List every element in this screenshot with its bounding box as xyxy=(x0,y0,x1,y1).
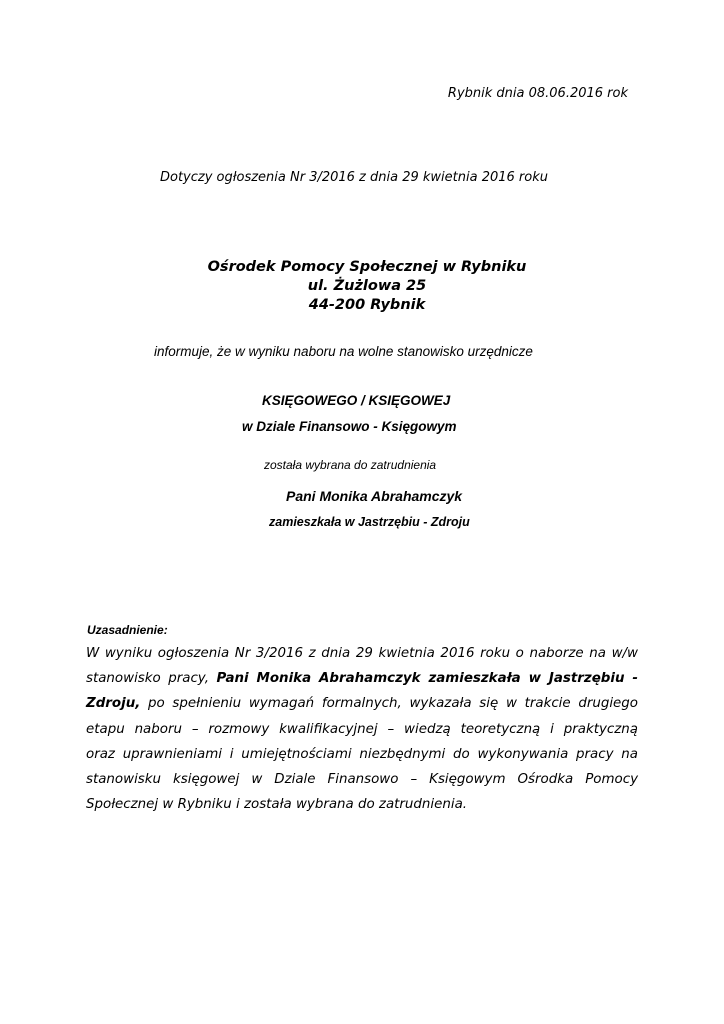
justification-line xyxy=(86,691,638,716)
document-date: Rybnik dnia 08.06.2016 rok xyxy=(447,86,628,101)
informs-line: informuje, że w wyniku naboru na wolne stanowisko urzędnicze xyxy=(154,344,533,359)
institution-street: ul. Żużlowa 25 xyxy=(307,278,427,294)
person-residence: zamieszkała w Jastrzębiu - Zdroju xyxy=(269,515,470,529)
institution-name: Ośrodek Pomocy Społecznej w Rybniku xyxy=(207,259,527,275)
position-title: KSIĘGOWEGO / KSIĘGOWEJ xyxy=(262,393,451,408)
institution-block xyxy=(0,258,724,315)
justification-line: Społecznej w Rybniku i została wybrana do zatrudnienia. xyxy=(86,797,468,813)
justification-paragraph xyxy=(86,641,638,817)
justification-line xyxy=(86,666,638,691)
reference-line: Dotyczy ogłoszenia Nr 3/2016 z dnia 29 kwietnia 2016 roku xyxy=(160,170,548,185)
justification-line: oraz uprawnieniami i umiejętnościami niezbędnymi do wykonywania pracy na xyxy=(86,746,638,762)
justification-text: po spełnieniu wymagań formalnych, wykazała się w trakcie drugiego xyxy=(148,696,638,712)
justification-person-cont: Zdroju, xyxy=(86,696,141,712)
justification-line: etapu naboru – rozmowy kwalifikacyjnej – wiedzą teoretyczną i praktyczną xyxy=(86,721,638,737)
justification-person: Pani Monika Abrahamczyk zamieszkała w Jastrzębiu - xyxy=(216,671,638,687)
justification-text: stanowisko pracy, xyxy=(86,671,209,687)
justification-label: Uzasadnienie: xyxy=(87,623,168,637)
selected-person: Pani Monika Abrahamczyk xyxy=(286,488,463,504)
institution-city: 44-200 Rybnik xyxy=(308,297,426,313)
position-department: w Dziale Finansowo - Księgowym xyxy=(242,419,457,434)
justification-line: stanowisku księgowej w Dziale Finansowo – Księgowym Ośrodka Pomocy xyxy=(86,771,638,787)
selected-text: została wybrana do zatrudnienia xyxy=(264,458,437,472)
justification-line: W wyniku ogłoszenia Nr 3/2016 z dnia 29 kwietnia 2016 roku o naborze na w/w xyxy=(86,646,638,661)
